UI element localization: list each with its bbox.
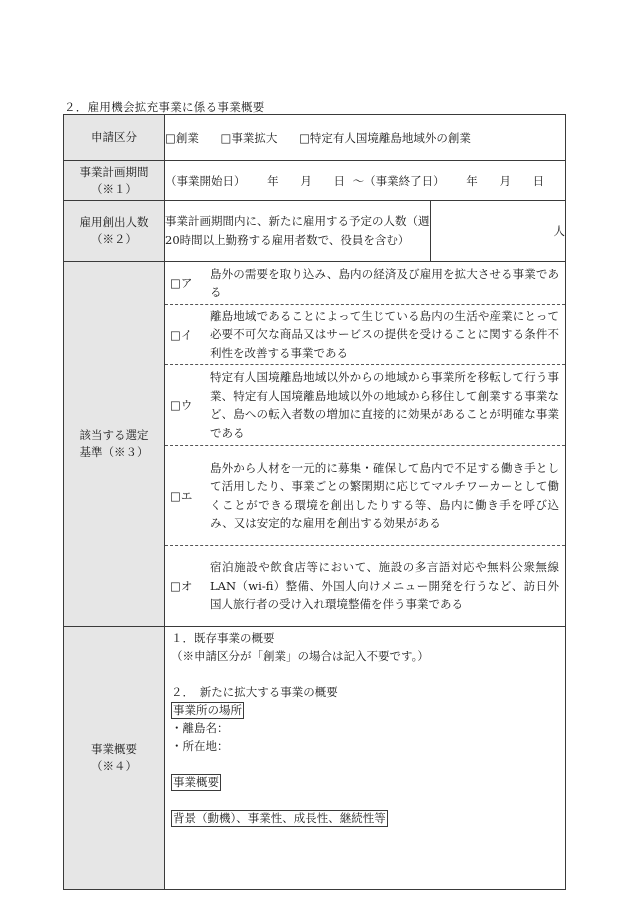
criterion-a-checkbox[interactable]: □ア — [170, 276, 193, 290]
summary-label — [64, 627, 165, 890]
criteria-list — [165, 262, 566, 627]
end-day: 日 — [532, 173, 545, 188]
criteria-label — [64, 262, 165, 627]
criterion-e-text: 宿泊施設や飲食店等において、施設の多言語対応や無料公衆無線LAN（wi-fi）整備、外国人向けメニュー開発を行うなど、訪日外国人旅行者の受け入れ環境整備を伴う事業である — [210, 560, 559, 612]
employment-label — [64, 201, 165, 262]
criterion-b[interactable] — [165, 304, 565, 364]
criterion-b-checkbox[interactable]: □イ — [170, 327, 193, 342]
employment-label-line2: （※２） — [91, 232, 137, 246]
criterion-d[interactable] — [165, 445, 565, 545]
summary-field[interactable] — [165, 627, 566, 890]
application-label: 申請区分 — [64, 115, 165, 161]
criterion-e-checkbox[interactable]: □オ — [170, 579, 193, 593]
criterion-a-text: 島外の需要を取り込み、島内の経済及び雇用を拡大させる事業である — [210, 266, 559, 299]
end-year: 年 — [466, 173, 478, 188]
criteria-label-line1: 該当する選定 — [79, 428, 149, 442]
plan-period-label-line1: 事業計画期間 — [79, 164, 149, 179]
start-day: 日 — [333, 173, 345, 188]
existing-business-heading: １．既存事業の概要 — [171, 631, 275, 645]
criterion-e[interactable] — [165, 545, 565, 626]
plan-period-row — [64, 161, 566, 201]
criteria-label-line2: 基準（※３） — [79, 445, 149, 459]
criterion-c-checkbox[interactable]: □ウ — [170, 398, 193, 412]
summary-label-line1: 事業概要 — [91, 742, 137, 756]
new-business-heading: ２． 新たに拡大する事業の概要 — [171, 685, 338, 699]
summary-row — [64, 627, 566, 890]
criterion-c[interactable] — [165, 364, 565, 445]
address-field[interactable]: ・所在地： — [171, 739, 229, 753]
checkbox-expansion[interactable]: □事業拡大 — [220, 130, 278, 145]
start-month: 月 — [300, 173, 312, 188]
summary-label-line2: （※４） — [91, 759, 137, 773]
location-heading-box: 事業所の場所 — [173, 703, 242, 717]
overview-heading-box: 事業概要 — [173, 775, 219, 789]
criterion-a[interactable] — [165, 262, 565, 304]
checkbox-startup[interactable]: □創業 — [165, 130, 199, 145]
employment-unit: 人 — [553, 224, 565, 238]
employment-count-field[interactable] — [431, 201, 566, 262]
checkbox-outside-startup[interactable]: □特定有人国境離島地域外の創業 — [299, 130, 471, 145]
section-title: ２．雇用機会拡充事業に係る事業概要 — [64, 100, 265, 114]
employment-label-line1: 雇用創出人数 — [79, 215, 149, 229]
plan-period-label-line2: （※１） — [91, 181, 137, 196]
plan-period-field[interactable] — [165, 161, 566, 201]
start-date-label: （事業開始日） — [165, 173, 246, 188]
background-heading-box: 背景（動機）、事業性、成長性、継続性等 — [173, 811, 386, 825]
start-year: 年 — [267, 173, 279, 188]
employment-description: 事業計画期間内に、新たに雇用する予定の人数（週20時間以上勤務する雇用者数で、役員を含む） — [165, 201, 431, 262]
plan-period-label — [64, 161, 165, 201]
end-month: 月 — [499, 173, 511, 188]
criterion-b-text: 離島地域であることによって生じている島内の生活や産業にとって必要不可欠な商品又はサービスの提供を受けることに関する条件不利性を改善する事業である — [210, 308, 559, 360]
criterion-c-text: 特定有人国境離島地域以外からの地域から事業所を移転して行う事業、特定有人国境離島地域以外の地域から移住して創業する事業など、島への転入者数の増加に直接的に効果があることが明確な事業である — [210, 370, 559, 440]
employment-row — [64, 201, 566, 262]
business-overview-table — [63, 114, 566, 890]
criteria-row — [64, 262, 566, 627]
criterion-d-text: 島外から人材を一元的に募集・確保して島内で不足する働き手として活用したり、事業ごとの繁閑期に応じてマルチワーカーとして働くことができる環境を創出したりする等、島内に働き手を呼び込み、又は安定的な雇用を創出する効果がある — [210, 460, 559, 530]
application-options — [165, 115, 566, 161]
existing-business-note: （※申請区分が「創業」の場合は記入不要です。） — [171, 649, 429, 663]
criterion-d-checkbox[interactable]: □エ — [170, 488, 193, 503]
application-row — [64, 115, 566, 161]
island-name-field[interactable]: ・離島名： — [171, 721, 229, 735]
end-date-label: ～（事業終了日） — [352, 173, 445, 188]
